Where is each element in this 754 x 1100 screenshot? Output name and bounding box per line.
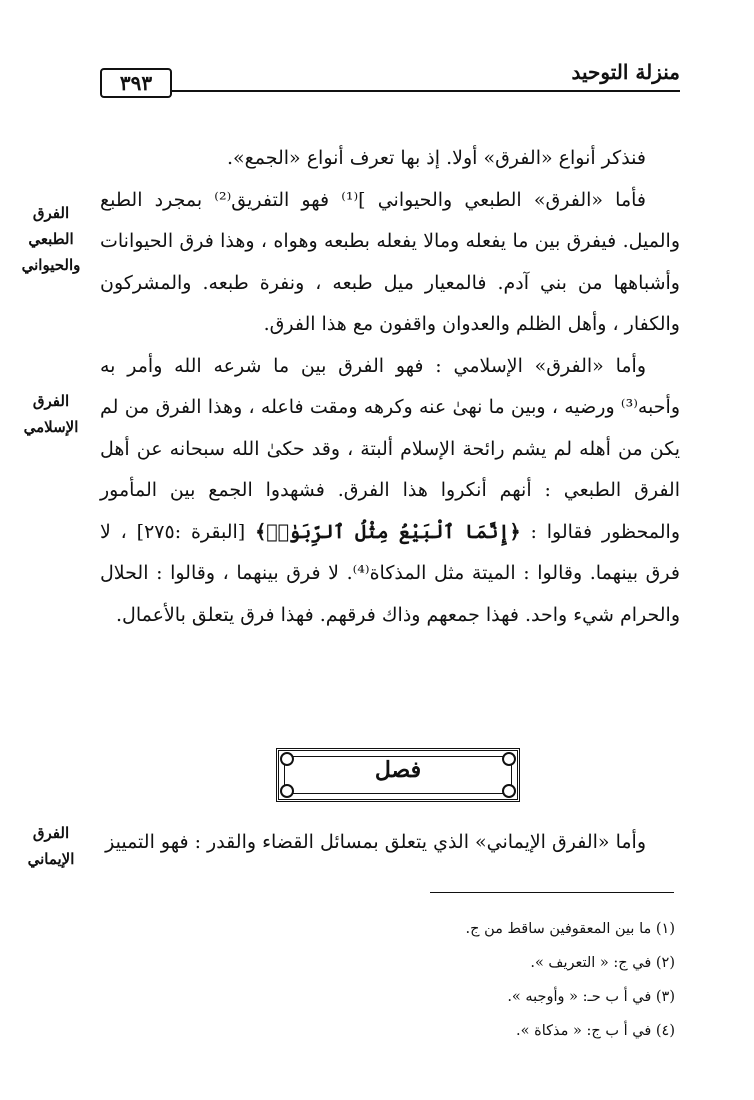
quran-verse: ﴿إِنَّمَا ٱلْبَيْعُ مِثْلُ ٱلرِّبَوٰا۟﴾ bbox=[255, 520, 521, 543]
running-title: منزلة التوحيد bbox=[571, 60, 680, 84]
paragraph-islamic-text: وأما «الفرق» الإسلامي : فهو الفرق بين ما شرعه الله وأمر به وأحبه⁽³⁾ ورضيه ، وبين ما نهىٰ عنه وكرهه ومقت فاعله ، وهذا الفرق من لم يكن من أهله لم يشم رائحة الإسلام ألبتة ، وقد حكىٰ الله سبحانه عن أهل الفرق الطبعي : أنهم أنكروا هذا الفرق. فشهدوا الجمع بين المأمور والمحظور فقالوا : bbox=[100, 354, 681, 543]
section-heading-frame bbox=[276, 748, 520, 802]
paragraph-islamic-distinction bbox=[100, 346, 680, 637]
page-number: ٣٩٣ bbox=[100, 68, 172, 98]
main-text bbox=[100, 138, 680, 636]
margin-note-natural-distinction: الفرق الطبعي والحيواني bbox=[21, 204, 81, 274]
paragraph-faith-distinction: وأما «الفرق الإيماني» الذي يتعلق بمسائل القضاء والقدر : فهو التمييز bbox=[105, 831, 646, 853]
footnote-4: (٤) في أ ب ج: « مذكاة ». bbox=[516, 1023, 675, 1039]
paragraph-intro: فنذكر أنواع «الفرق» أولا. إذ بها تعرف أنواع «الجمع». bbox=[226, 147, 646, 169]
ornament-icon bbox=[502, 784, 516, 798]
ornament-icon bbox=[280, 784, 294, 798]
margin-note-islamic-distinction: الفرق الإسلامي bbox=[23, 392, 79, 436]
footnote-1: (١) ما بين المعقوفين ساقط من ج. bbox=[465, 921, 675, 937]
page-header bbox=[100, 58, 680, 98]
header-rule bbox=[160, 90, 680, 92]
footnote-3: (٣) في أ ب حـ: « وأوجبه ». bbox=[507, 989, 675, 1005]
footnote-2: (٢) في ج: « التعريف ». bbox=[530, 955, 675, 971]
footnote-separator bbox=[430, 892, 674, 893]
margin-note-faith-distinction: الفرق الإيماني bbox=[27, 824, 75, 868]
paragraph-natural-distinction: فأما «الفرق» الطبعي والحيواني ]⁽¹⁾ فهو التفريق⁽²⁾ بمجرد الطبع والميل. فيفرق بين ما يفعله ومالا يفعله بطبعه وهواه ، وهذا فرق الحيوانات وأشباهها من بني آدم. فالمعيار ميل طبعه ، ونفرة طبعه. والمشركون والكفار ، وأهل الظلم والعدوان واقفون مع هذا الفرق. bbox=[100, 188, 680, 335]
section-heading: فصل bbox=[374, 757, 422, 783]
paragraph-islamic-text-continued: [البقرة :٢٧٥] ، لا فرق بينهما. وقالوا : الميتة مثل المذكاة⁽⁴⁾. لا فرق بينهما ، وقالوا : الحلال والحرام شيء واحد. فهذا جمعهم وذاك فرقهم. فهذا فرق يتعلق بالأعمال. bbox=[100, 520, 680, 626]
main-text-continued bbox=[100, 822, 680, 864]
footnotes bbox=[100, 912, 675, 1048]
